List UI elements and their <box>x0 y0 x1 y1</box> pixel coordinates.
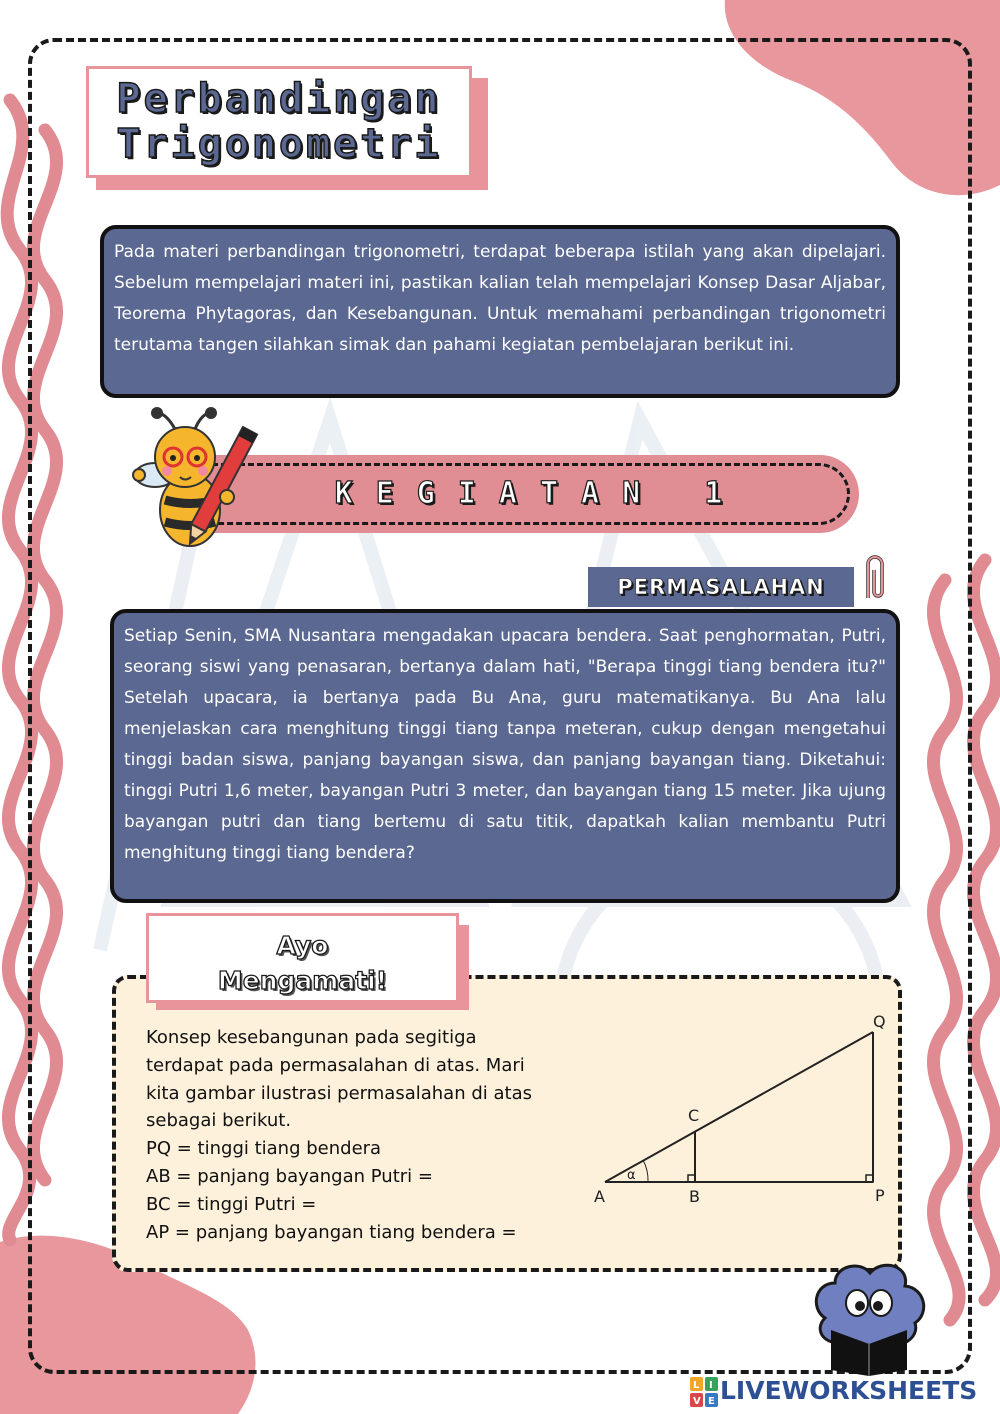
svg-text:E: E <box>708 1396 715 1407</box>
title-card <box>86 66 472 178</box>
right-angle-p <box>866 1175 873 1182</box>
observe-heading-line-1: Ayo <box>276 931 329 960</box>
label-a: A <box>594 1187 605 1206</box>
problem-tab: PERMASALAHAN <box>588 567 854 607</box>
page-title <box>89 77 469 167</box>
liveworksheets-logo[interactable]: LIVEWORKSHEETS <box>720 1376 978 1405</box>
observation-line: Konsep kesebangunan pada segitiga <box>146 1027 477 1048</box>
observation-line: kita gambar ilustrasi permasalahan di atas <box>146 1082 532 1104</box>
definition-ap: AP = panjang bayangan tiang bendera = <box>146 1221 517 1243</box>
observation-line: terdapat pada permasalahan di atas. Mari <box>146 1054 525 1076</box>
label-b: B <box>689 1187 700 1206</box>
problem-paragraph: Setiap Senin, SMA Nusantara mengadakan upacara bendera. Saat penghormatan, Putri, seorang siswi yang penasaran, bertanya dalam hati, "Berapa tinggi tiang bendera itu?" Setelah upacara, ia bertanya pada Bu Ana, guru matematikanya. Bu Ana lalu menjelaskan cara menghitung tinggi tiang tanpa meteran, cukup dengan mengetahui tinggi badan siswa, panjang bayangan siswa, dan panjang bayangan tiang. Diketahui: tinggi Putri 1,6 meter, bayangan Putri 3 meter, dan bayangan tiang 15 meter. Jika ujung bayangan putri dan tiang bertemu di satu titik, dapatkah kalian membantu Putri menghitung tinggi tiang bendera? <box>110 609 900 903</box>
liveworksheets-badge-icon <box>690 1377 718 1407</box>
observation-text <box>146 1024 566 1246</box>
angle-alpha-arc <box>643 1160 648 1182</box>
right-angle-b <box>688 1175 695 1182</box>
definition-bc: BC = tinggi Putri = <box>146 1193 317 1215</box>
activity-label: KEGIATAN 1 <box>334 476 746 511</box>
title-line-2: Trigonometri <box>116 121 442 167</box>
observe-heading-line-2: Mengamati! <box>217 966 388 995</box>
svg-text:I: I <box>709 1380 713 1391</box>
title-line-1: Perbandingan <box>116 76 442 122</box>
reading-brain-mascot-icon <box>805 1258 935 1378</box>
label-alpha: α <box>627 1168 636 1183</box>
definition-pq: PQ = tinggi tiang bendera <box>146 1138 382 1160</box>
observe-heading-card <box>146 913 459 1003</box>
svg-text:V: V <box>693 1396 701 1407</box>
definition-ab: AB = panjang bayangan Putri = <box>146 1165 433 1187</box>
label-p: P <box>875 1186 885 1205</box>
intro-paragraph: Pada materi perbandingan trigonometri, terdapat beberapa istilah yang akan dipelajari. Sebelum mempelajari materi ini, pastikan kalian telah mempelajari Konsep Dasar Aljabar, Teorema Phytagoras, dan Kesebangunan. Untuk memahami perbandingan trigonometri terutama tangen silahkan simak dan pahami kegiatan pembelajaran berikut ini. <box>100 225 900 398</box>
svg-text:L: L <box>693 1380 700 1391</box>
bee-mascot-icon <box>125 405 270 555</box>
similar-triangles-diagram <box>590 1010 900 1215</box>
label-q: Q <box>873 1012 886 1031</box>
hypotenuse-aq <box>605 1032 873 1182</box>
observe-heading <box>149 928 456 998</box>
paperclip-icon <box>860 552 890 604</box>
label-c: C <box>688 1106 700 1125</box>
observation-line: sebagai berikut. <box>146 1110 292 1132</box>
